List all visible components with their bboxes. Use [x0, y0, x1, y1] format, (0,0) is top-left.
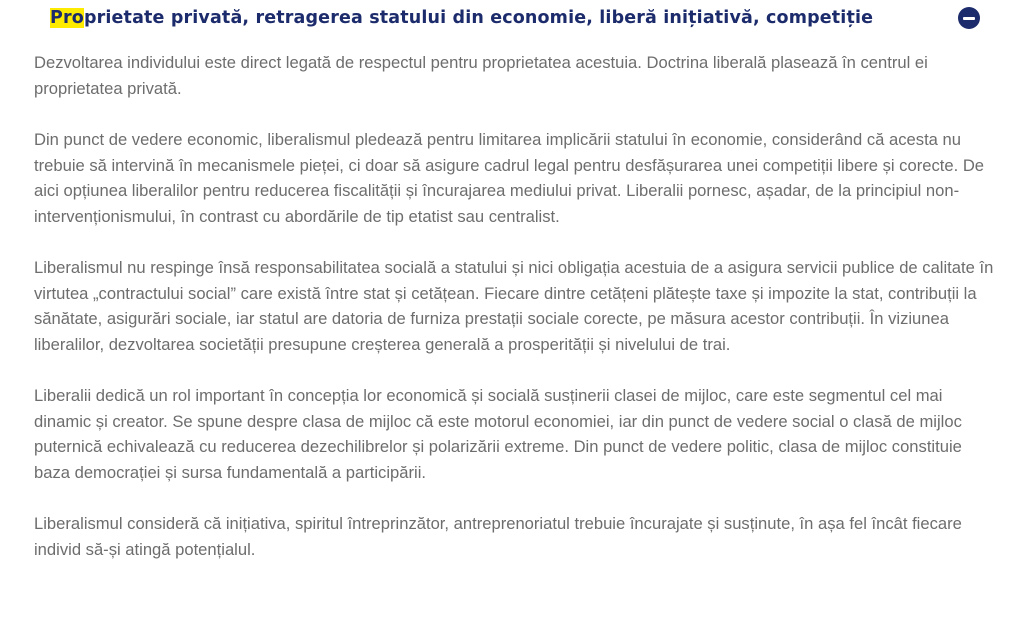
minus-circle-icon[interactable]: [958, 7, 980, 29]
paragraph-5: Liberalismul consideră că inițiativa, spiritul întreprinzător, antreprenoriatul trebuie încurajate și susținute, în așa fel încât fiecare individ să-și atingă potențialul.: [34, 514, 962, 559]
title-text: prietate privată, retragerea statului din economie, liberă inițiativă, competiție: [83, 8, 874, 28]
title-highlight: Pro: [50, 8, 84, 28]
paragraph-2: Din punct de vedere economic, liberalismul pledează pentru limitarea implicării statului în economie, considerând că acesta nu trebuie să intervină în mecanismele pieței, ci doar să asigure cadrul legal pentru desfășurarea unei competiții libere și corecte. De aici opțiunea liberalilor pentru reducerea fiscalității și încurajarea mediului privat. Liberalii pornesc, așadar, de la principiul non-intervenționismului, în contrast cu abordările de tip etatist sau centralist.: [34, 130, 985, 226]
accordion-body: [34, 50, 994, 588]
paragraph-3: Liberalismul nu respinge însă responsabilitatea socială a statului și nici obligația acestuia de a asigura servicii publice de calitate în virtutea „contractului social” care există între stat și cetățean. Fiecare dintre cetățeni plătește taxe și impozite la stat, contribuții la sănătate, asigurări sociale, iar statul are datoria de furniza prestații sociale corecte, pe măsura acestor contribuții. În viziunea liberalilor, dezvoltarea societății presupune creșterea generală a prosperității și nivelului de trai.: [34, 258, 994, 354]
accordion-header[interactable]: [50, 4, 990, 32]
paragraph-4: Liberalii dedică un rol important în concepția lor economică și socială susținerii clasei de mijloc, care este segmentul cel mai dinamic și creator. Se spune despre clasa de mijloc că este motorul economiei, iar din punct de vedere social o clasă de mijloc puternică echivalează cu reducerea dezechilibrelor și polarizării extreme. Din punct de vedere politic, clasa de mijloc constituie baza democrației și sursa fundamentală a participării.: [34, 386, 962, 482]
paragraph-1: Dezvoltarea individului este direct legată de respectul pentru proprietatea acestuia. Doctrina liberală plasează în centrul ei proprietatea privată.: [34, 53, 928, 98]
section-title: [50, 6, 873, 30]
minus-bar: [963, 17, 975, 20]
